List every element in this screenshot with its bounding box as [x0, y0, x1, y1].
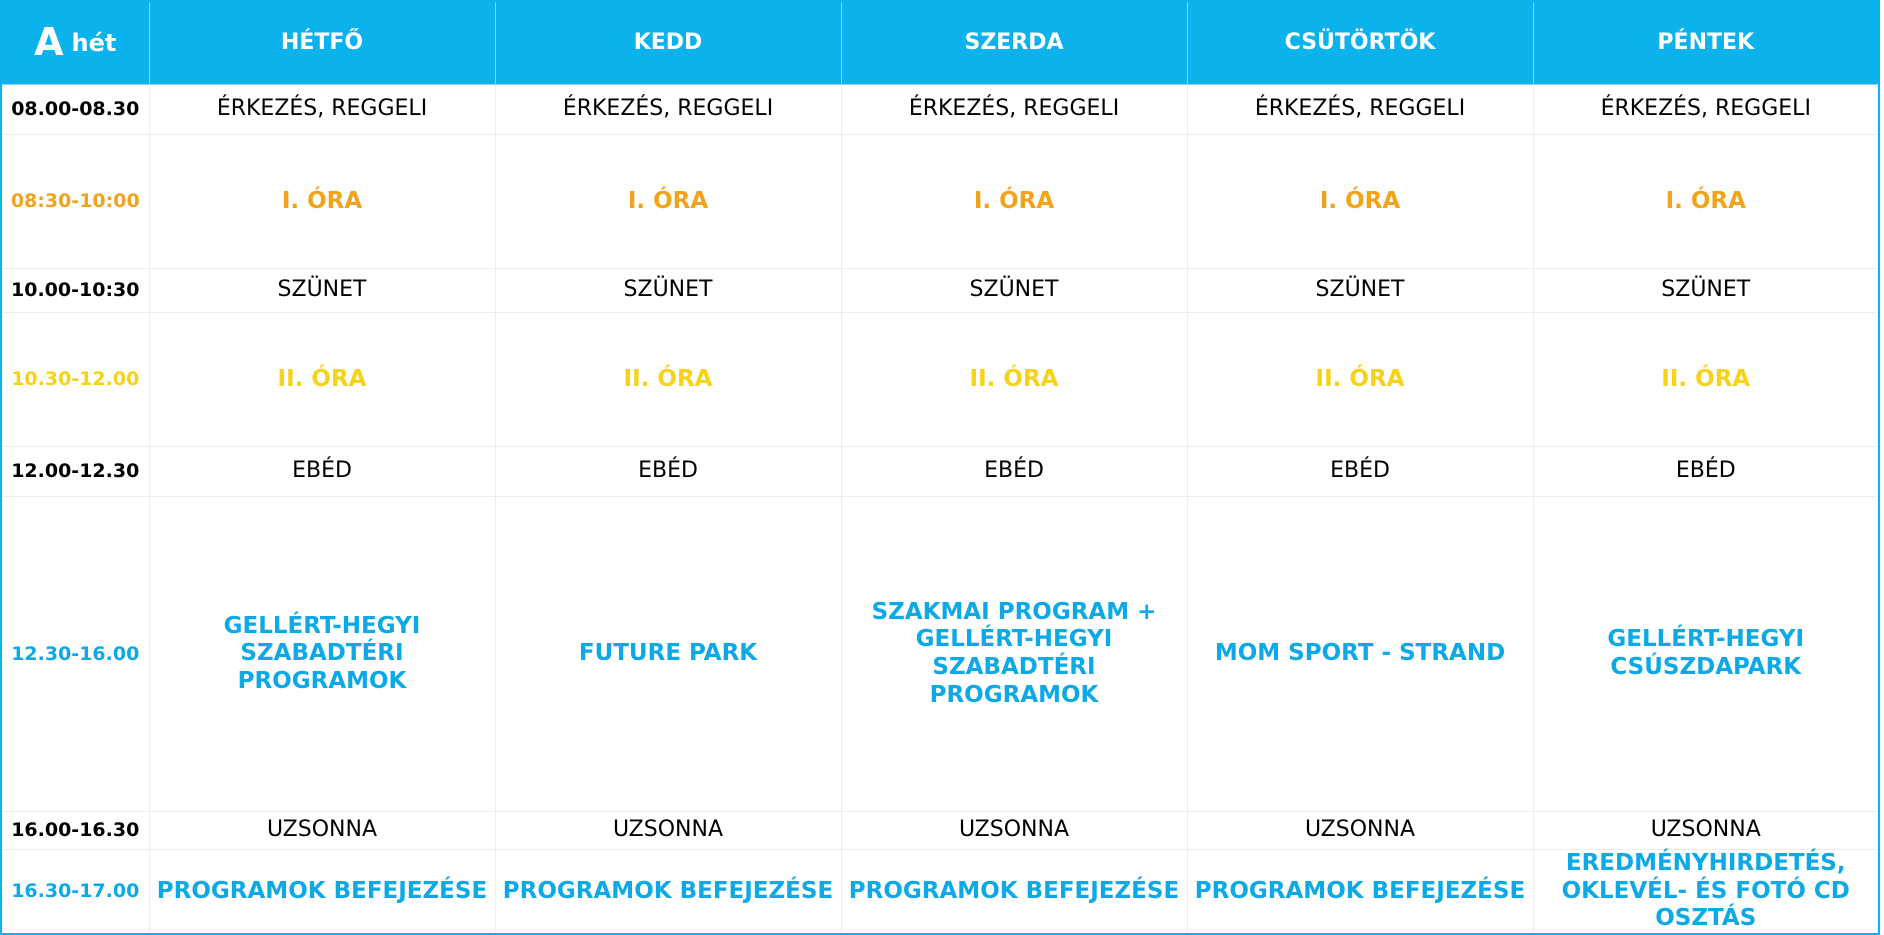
- activity-line: FUTURE PARK: [578, 640, 758, 667]
- activity-line: SZAKMAI PROGRAM +: [871, 598, 1157, 625]
- activity-cell-friday: ÉRKEZÉS, REGGELI: [1533, 85, 1879, 135]
- time-slot: 16.30-17.00: [1, 850, 149, 934]
- week-word: hét: [71, 28, 117, 57]
- activity-cell-wednesday: [841, 850, 1187, 934]
- activity-cell-tuesday: II. ÓRA: [495, 313, 841, 447]
- activity-cell-friday: II. ÓRA: [1533, 313, 1879, 447]
- activity-cell-friday: [1533, 497, 1879, 812]
- activity-cell-wednesday: ÉRKEZÉS, REGGELI: [841, 85, 1187, 135]
- schedule-row: [1, 313, 1879, 447]
- schedule-row: [1, 135, 1879, 269]
- day-header-monday: HÉTFŐ: [149, 1, 495, 85]
- activity-line: OSZTÁS: [1655, 905, 1757, 932]
- day-header-wednesday: SZERDA: [841, 1, 1187, 85]
- activity-line: SZABADTÉRI PROGRAMOK: [929, 654, 1099, 708]
- time-slot: 08:30-10:00: [1, 135, 149, 269]
- time-slot: 16.00-16.30: [1, 812, 149, 850]
- activity-cell-tuesday: EBÉD: [495, 447, 841, 497]
- activity-cell-tuesday: [495, 497, 841, 812]
- activity-line: MOM SPORT - STRAND: [1214, 640, 1506, 667]
- day-header-thursday: CSÜTÖRTÖK: [1187, 1, 1533, 85]
- header-row: [1, 1, 1879, 85]
- day-header-tuesday: KEDD: [495, 1, 841, 85]
- activity-cell-monday: II. ÓRA: [149, 313, 495, 447]
- schedule-row: [1, 497, 1879, 812]
- activity-line: SZABADTÉRI: [240, 640, 404, 667]
- activity-cell-friday: UZSONNA: [1533, 812, 1879, 850]
- activity-cell-wednesday: I. ÓRA: [841, 135, 1187, 269]
- activity-cell-wednesday: SZÜNET: [841, 269, 1187, 313]
- activity-cell-monday: ÉRKEZÉS, REGGELI: [149, 85, 495, 135]
- activity-cell-tuesday: UZSONNA: [495, 812, 841, 850]
- activity-cell-thursday: I. ÓRA: [1187, 135, 1533, 269]
- activity-cell-monday: EBÉD: [149, 447, 495, 497]
- activity-cell-wednesday: EBÉD: [841, 447, 1187, 497]
- activity-cell-monday: SZÜNET: [149, 269, 495, 313]
- activity-cell-wednesday: UZSONNA: [841, 812, 1187, 850]
- schedule-row: [1, 85, 1879, 135]
- schedule-row: [1, 269, 1879, 313]
- time-slot: 10.30-12.00: [1, 313, 149, 447]
- activity-cell-tuesday: [495, 850, 841, 934]
- schedule-row: [1, 812, 1879, 850]
- activity-cell-friday: SZÜNET: [1533, 269, 1879, 313]
- activity-line: PROGRAMOK BEFEJEZÉSE: [502, 877, 834, 904]
- activity-cell-thursday: II. ÓRA: [1187, 313, 1533, 447]
- activity-line: GELLÉRT-HEGYI: [1607, 626, 1805, 653]
- time-slot: 12.00-12.30: [1, 447, 149, 497]
- activity-line: OKLEVÉL- ÉS FOTÓ CD: [1561, 877, 1850, 904]
- activity-cell-thursday: UZSONNA: [1187, 812, 1533, 850]
- activity-cell-friday: EBÉD: [1533, 447, 1879, 497]
- day-header-friday: PÉNTEK: [1533, 1, 1879, 85]
- activity-line: PROGRAMOK BEFEJEZÉSE: [156, 877, 488, 904]
- activity-cell-monday: [149, 497, 495, 812]
- activity-cell-tuesday: I. ÓRA: [495, 135, 841, 269]
- activity-cell-monday: [149, 850, 495, 934]
- activity-cell-wednesday: [841, 497, 1187, 812]
- activity-cell-thursday: SZÜNET: [1187, 269, 1533, 313]
- activity-cell-thursday: [1187, 850, 1533, 934]
- week-label: [1, 1, 149, 85]
- activity-cell-thursday: ÉRKEZÉS, REGGELI: [1187, 85, 1533, 135]
- activity-line: EREDMÉNYHIRDETÉS,: [1565, 850, 1846, 876]
- schedule-row: [1, 850, 1879, 934]
- activity-cell-friday: [1533, 850, 1879, 934]
- schedule-row: [1, 447, 1879, 497]
- activity-line: CSÚSZDAPARK: [1610, 654, 1802, 680]
- activity-line: PROGRAMOK BEFEJEZÉSE: [848, 877, 1180, 904]
- activity-line: GELLÉRT-HEGYI: [915, 626, 1113, 653]
- schedule-body: [1, 85, 1879, 934]
- activity-cell-monday: UZSONNA: [149, 812, 495, 850]
- activity-line: PROGRAMOK: [237, 667, 407, 694]
- activity-cell-tuesday: SZÜNET: [495, 269, 841, 313]
- activity-cell-thursday: EBÉD: [1187, 447, 1533, 497]
- activity-cell-monday: I. ÓRA: [149, 135, 495, 269]
- activity-cell-thursday: [1187, 497, 1533, 812]
- activity-line: GELLÉRT-HEGYI: [223, 612, 421, 639]
- activity-line: PROGRAMOK BEFEJEZÉSE: [1194, 877, 1526, 904]
- time-slot: 08.00-08.30: [1, 85, 149, 135]
- activity-cell-friday: I. ÓRA: [1533, 135, 1879, 269]
- time-slot: 10.00-10:30: [1, 269, 149, 313]
- activity-cell-tuesday: ÉRKEZÉS, REGGELI: [495, 85, 841, 135]
- time-slot: 12.30-16.00: [1, 497, 149, 812]
- activity-cell-wednesday: II. ÓRA: [841, 313, 1187, 447]
- week-letter: A: [34, 20, 64, 65]
